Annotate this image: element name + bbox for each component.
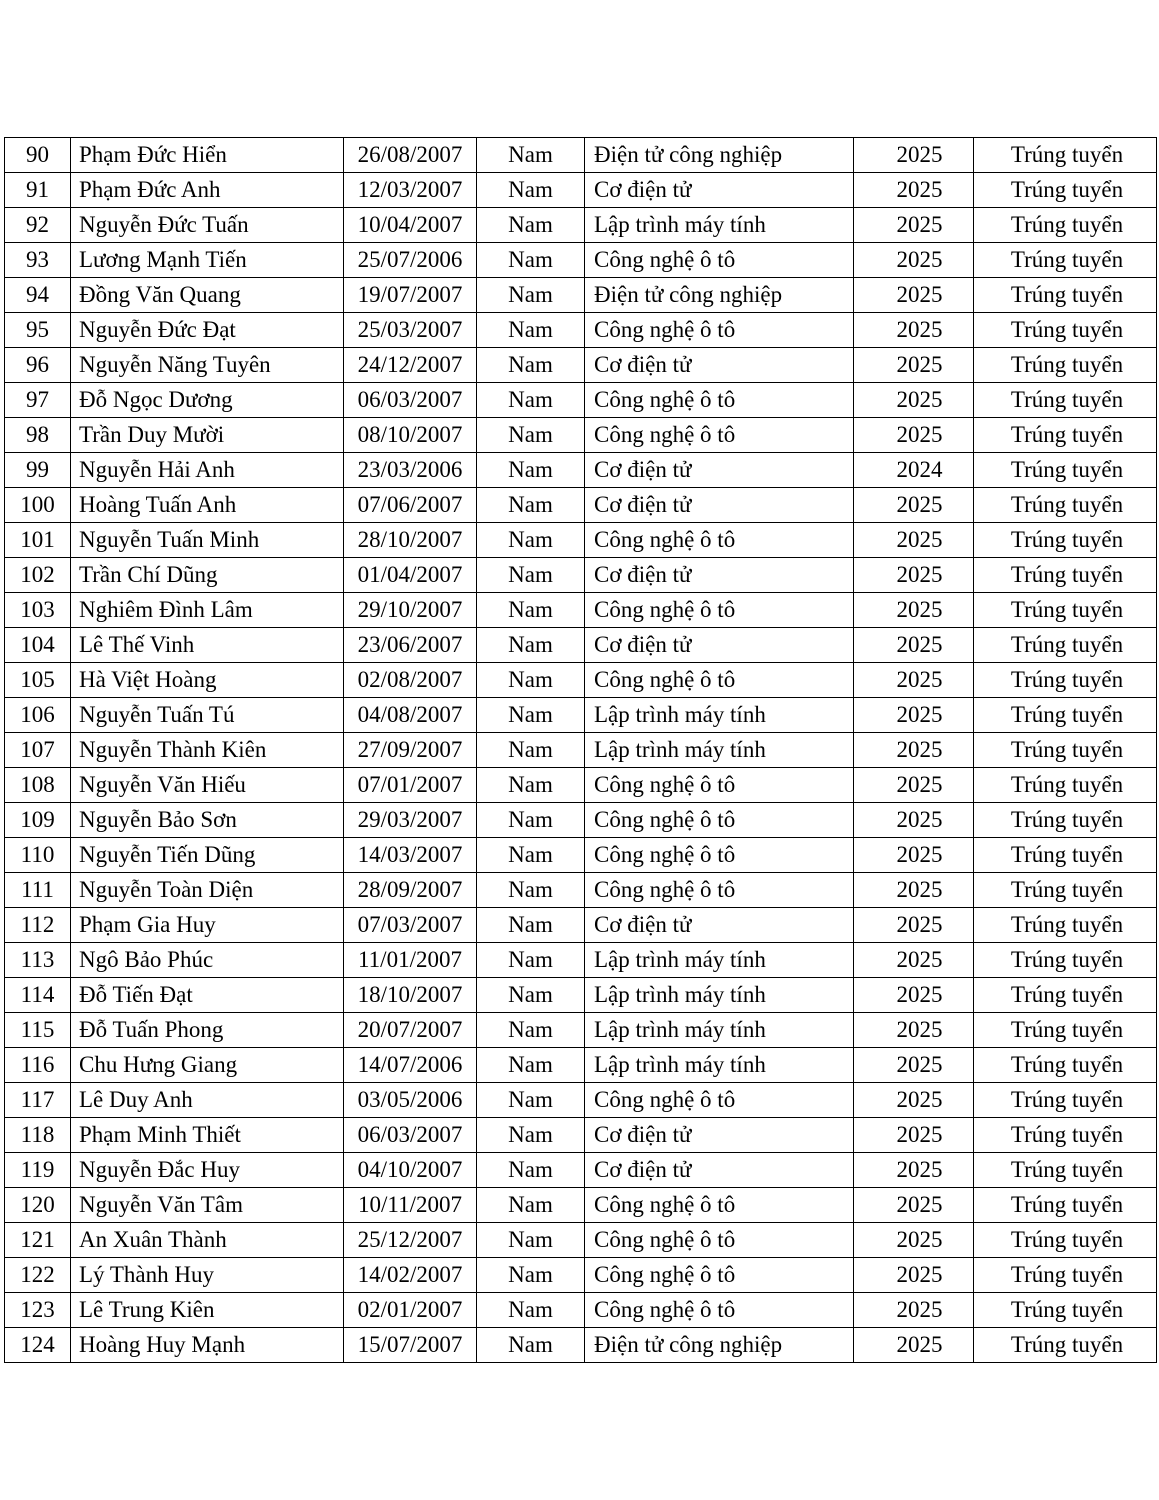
result-cell: Trúng tuyển	[974, 173, 1157, 208]
admission-results-table	[4, 137, 1157, 1363]
result-cell: Trúng tuyển	[974, 1258, 1157, 1293]
major-cell: Điện tử công nghiệp	[585, 278, 854, 313]
date-of-birth-cell: 23/06/2007	[344, 628, 477, 663]
graduation-year-cell: 2025	[854, 558, 974, 593]
gender-cell: Nam	[477, 663, 585, 698]
major-cell: Công nghệ ô tô	[585, 663, 854, 698]
result-cell: Trúng tuyển	[974, 278, 1157, 313]
date-of-birth-cell: 07/06/2007	[344, 488, 477, 523]
graduation-year-cell: 2024	[854, 453, 974, 488]
major-cell: Cơ điện tử	[585, 348, 854, 383]
gender-cell: Nam	[477, 698, 585, 733]
graduation-year-cell: 2025	[854, 383, 974, 418]
student-name-cell: Hà Việt Hoàng	[71, 663, 344, 698]
gender-cell: Nam	[477, 278, 585, 313]
student-name-cell: Phạm Gia Huy	[71, 908, 344, 943]
table-row	[5, 628, 1157, 663]
gender-cell: Nam	[477, 523, 585, 558]
date-of-birth-cell: 25/12/2007	[344, 1223, 477, 1258]
table-row	[5, 943, 1157, 978]
gender-cell: Nam	[477, 1258, 585, 1293]
graduation-year-cell: 2025	[854, 488, 974, 523]
date-of-birth-cell: 07/03/2007	[344, 908, 477, 943]
gender-cell: Nam	[477, 208, 585, 243]
student-name-cell: Nguyễn Thành Kiên	[71, 733, 344, 768]
result-cell: Trúng tuyển	[974, 663, 1157, 698]
major-cell: Cơ điện tử	[585, 908, 854, 943]
table-row	[5, 1048, 1157, 1083]
table-row	[5, 523, 1157, 558]
gender-cell: Nam	[477, 313, 585, 348]
student-name-cell: Trần Chí Dũng	[71, 558, 344, 593]
date-of-birth-cell: 26/08/2007	[344, 138, 477, 173]
table-row	[5, 1328, 1157, 1363]
row-number-cell: 110	[5, 838, 71, 873]
row-number-cell: 119	[5, 1153, 71, 1188]
student-name-cell: Ngô Bảo Phúc	[71, 943, 344, 978]
student-name-cell: Lê Thế Vinh	[71, 628, 344, 663]
row-number-cell: 122	[5, 1258, 71, 1293]
gender-cell: Nam	[477, 1223, 585, 1258]
result-cell: Trúng tuyển	[974, 768, 1157, 803]
student-name-cell: Nguyễn Năng Tuyên	[71, 348, 344, 383]
gender-cell: Nam	[477, 873, 585, 908]
major-cell: Công nghệ ô tô	[585, 1188, 854, 1223]
major-cell: Lập trình máy tính	[585, 698, 854, 733]
date-of-birth-cell: 27/09/2007	[344, 733, 477, 768]
table-row	[5, 978, 1157, 1013]
gender-cell: Nam	[477, 138, 585, 173]
table-row	[5, 908, 1157, 943]
date-of-birth-cell: 29/03/2007	[344, 803, 477, 838]
date-of-birth-cell: 14/03/2007	[344, 838, 477, 873]
result-cell: Trúng tuyển	[974, 1013, 1157, 1048]
major-cell: Công nghệ ô tô	[585, 1083, 854, 1118]
date-of-birth-cell: 29/10/2007	[344, 593, 477, 628]
row-number-cell: 108	[5, 768, 71, 803]
date-of-birth-cell: 24/12/2007	[344, 348, 477, 383]
table-row	[5, 488, 1157, 523]
date-of-birth-cell: 11/01/2007	[344, 943, 477, 978]
table-row	[5, 1293, 1157, 1328]
table-row	[5, 733, 1157, 768]
result-cell: Trúng tuyển	[974, 313, 1157, 348]
row-number-cell: 97	[5, 383, 71, 418]
graduation-year-cell: 2025	[854, 1188, 974, 1223]
result-cell: Trúng tuyển	[974, 1328, 1157, 1363]
graduation-year-cell: 2025	[854, 208, 974, 243]
student-name-cell: Nguyễn Tuấn Minh	[71, 523, 344, 558]
graduation-year-cell: 2025	[854, 733, 974, 768]
graduation-year-cell: 2025	[854, 1118, 974, 1153]
gender-cell: Nam	[477, 558, 585, 593]
student-name-cell: Hoàng Huy Mạnh	[71, 1328, 344, 1363]
row-number-cell: 124	[5, 1328, 71, 1363]
gender-cell: Nam	[477, 348, 585, 383]
date-of-birth-cell: 14/02/2007	[344, 1258, 477, 1293]
major-cell: Công nghệ ô tô	[585, 873, 854, 908]
date-of-birth-cell: 28/09/2007	[344, 873, 477, 908]
major-cell: Cơ điện tử	[585, 628, 854, 663]
table-row	[5, 348, 1157, 383]
row-number-cell: 101	[5, 523, 71, 558]
row-number-cell: 107	[5, 733, 71, 768]
major-cell: Cơ điện tử	[585, 558, 854, 593]
gender-cell: Nam	[477, 1048, 585, 1083]
date-of-birth-cell: 02/01/2007	[344, 1293, 477, 1328]
result-cell: Trúng tuyển	[974, 1083, 1157, 1118]
student-name-cell: Nguyễn Đức Tuấn	[71, 208, 344, 243]
student-name-cell: Phạm Minh Thiết	[71, 1118, 344, 1153]
date-of-birth-cell: 28/10/2007	[344, 523, 477, 558]
student-name-cell: An Xuân Thành	[71, 1223, 344, 1258]
graduation-year-cell: 2025	[854, 243, 974, 278]
major-cell: Công nghệ ô tô	[585, 593, 854, 628]
gender-cell: Nam	[477, 628, 585, 663]
graduation-year-cell: 2025	[854, 593, 974, 628]
graduation-year-cell: 2025	[854, 908, 974, 943]
date-of-birth-cell: 10/11/2007	[344, 1188, 477, 1223]
gender-cell: Nam	[477, 1083, 585, 1118]
student-name-cell: Phạm Đức Anh	[71, 173, 344, 208]
date-of-birth-cell: 06/03/2007	[344, 383, 477, 418]
gender-cell: Nam	[477, 1328, 585, 1363]
result-cell: Trúng tuyển	[974, 208, 1157, 243]
result-cell: Trúng tuyển	[974, 628, 1157, 663]
gender-cell: Nam	[477, 1013, 585, 1048]
date-of-birth-cell: 23/03/2006	[344, 453, 477, 488]
result-cell: Trúng tuyển	[974, 838, 1157, 873]
row-number-cell: 102	[5, 558, 71, 593]
major-cell: Công nghệ ô tô	[585, 383, 854, 418]
result-cell: Trúng tuyển	[974, 803, 1157, 838]
major-cell: Cơ điện tử	[585, 488, 854, 523]
result-cell: Trúng tuyển	[974, 558, 1157, 593]
result-cell: Trúng tuyển	[974, 593, 1157, 628]
major-cell: Điện tử công nghiệp	[585, 138, 854, 173]
graduation-year-cell: 2025	[854, 943, 974, 978]
student-name-cell: Đỗ Tuấn Phong	[71, 1013, 344, 1048]
result-cell: Trúng tuyển	[974, 1118, 1157, 1153]
table-row	[5, 1013, 1157, 1048]
student-name-cell: Nguyễn Văn Tâm	[71, 1188, 344, 1223]
row-number-cell: 115	[5, 1013, 71, 1048]
major-cell: Công nghệ ô tô	[585, 1293, 854, 1328]
table-row	[5, 208, 1157, 243]
major-cell: Lập trình máy tính	[585, 733, 854, 768]
table-row	[5, 313, 1157, 348]
table-row	[5, 1083, 1157, 1118]
graduation-year-cell: 2025	[854, 663, 974, 698]
date-of-birth-cell: 04/08/2007	[344, 698, 477, 733]
graduation-year-cell: 2025	[854, 838, 974, 873]
graduation-year-cell: 2025	[854, 1013, 974, 1048]
row-number-cell: 90	[5, 138, 71, 173]
row-number-cell: 109	[5, 803, 71, 838]
date-of-birth-cell: 04/10/2007	[344, 1153, 477, 1188]
table-row	[5, 1153, 1157, 1188]
major-cell: Công nghệ ô tô	[585, 1258, 854, 1293]
gender-cell: Nam	[477, 978, 585, 1013]
result-cell: Trúng tuyển	[974, 243, 1157, 278]
result-cell: Trúng tuyển	[974, 1153, 1157, 1188]
table-row	[5, 663, 1157, 698]
gender-cell: Nam	[477, 1293, 585, 1328]
row-number-cell: 100	[5, 488, 71, 523]
student-name-cell: Hoàng Tuấn Anh	[71, 488, 344, 523]
result-cell: Trúng tuyển	[974, 523, 1157, 558]
table-row	[5, 838, 1157, 873]
major-cell: Lập trình máy tính	[585, 943, 854, 978]
row-number-cell: 93	[5, 243, 71, 278]
student-name-cell: Trần Duy Mười	[71, 418, 344, 453]
result-cell: Trúng tuyển	[974, 733, 1157, 768]
major-cell: Công nghệ ô tô	[585, 418, 854, 453]
table-body	[5, 138, 1157, 1363]
table-row	[5, 173, 1157, 208]
result-cell: Trúng tuyển	[974, 138, 1157, 173]
date-of-birth-cell: 07/01/2007	[344, 768, 477, 803]
graduation-year-cell: 2025	[854, 138, 974, 173]
result-cell: Trúng tuyển	[974, 943, 1157, 978]
gender-cell: Nam	[477, 593, 585, 628]
graduation-year-cell: 2025	[854, 523, 974, 558]
result-cell: Trúng tuyển	[974, 908, 1157, 943]
gender-cell: Nam	[477, 943, 585, 978]
row-number-cell: 113	[5, 943, 71, 978]
major-cell: Cơ điện tử	[585, 1118, 854, 1153]
table-row	[5, 1188, 1157, 1223]
row-number-cell: 104	[5, 628, 71, 663]
row-number-cell: 96	[5, 348, 71, 383]
gender-cell: Nam	[477, 488, 585, 523]
table-row	[5, 558, 1157, 593]
gender-cell: Nam	[477, 1188, 585, 1223]
table-row	[5, 698, 1157, 733]
major-cell: Cơ điện tử	[585, 453, 854, 488]
gender-cell: Nam	[477, 1118, 585, 1153]
row-number-cell: 112	[5, 908, 71, 943]
student-name-cell: Nguyễn Văn Hiếu	[71, 768, 344, 803]
row-number-cell: 118	[5, 1118, 71, 1153]
row-number-cell: 111	[5, 873, 71, 908]
date-of-birth-cell: 15/07/2007	[344, 1328, 477, 1363]
graduation-year-cell: 2025	[854, 1048, 974, 1083]
row-number-cell: 121	[5, 1223, 71, 1258]
date-of-birth-cell: 01/04/2007	[344, 558, 477, 593]
major-cell: Công nghệ ô tô	[585, 523, 854, 558]
table-row	[5, 768, 1157, 803]
row-number-cell: 91	[5, 173, 71, 208]
graduation-year-cell: 2025	[854, 1328, 974, 1363]
row-number-cell: 105	[5, 663, 71, 698]
gender-cell: Nam	[477, 383, 585, 418]
row-number-cell: 117	[5, 1083, 71, 1118]
student-name-cell: Nguyễn Bảo Sơn	[71, 803, 344, 838]
row-number-cell: 103	[5, 593, 71, 628]
table-row	[5, 1118, 1157, 1153]
result-cell: Trúng tuyển	[974, 1293, 1157, 1328]
graduation-year-cell: 2025	[854, 1153, 974, 1188]
date-of-birth-cell: 08/10/2007	[344, 418, 477, 453]
graduation-year-cell: 2025	[854, 418, 974, 453]
row-number-cell: 98	[5, 418, 71, 453]
student-name-cell: Đỗ Ngọc Dương	[71, 383, 344, 418]
student-name-cell: Đỗ Tiến Đạt	[71, 978, 344, 1013]
student-name-cell: Đồng Văn Quang	[71, 278, 344, 313]
table-row	[5, 278, 1157, 313]
major-cell: Lập trình máy tính	[585, 1048, 854, 1083]
major-cell: Lập trình máy tính	[585, 208, 854, 243]
student-name-cell: Nguyễn Tuấn Tú	[71, 698, 344, 733]
student-name-cell: Nghiêm Đình Lâm	[71, 593, 344, 628]
graduation-year-cell: 2025	[854, 698, 974, 733]
graduation-year-cell: 2025	[854, 173, 974, 208]
date-of-birth-cell: 02/08/2007	[344, 663, 477, 698]
table-row	[5, 593, 1157, 628]
table-row	[5, 803, 1157, 838]
gender-cell: Nam	[477, 768, 585, 803]
graduation-year-cell: 2025	[854, 873, 974, 908]
result-cell: Trúng tuyển	[974, 873, 1157, 908]
student-name-cell: Nguyễn Đức Đạt	[71, 313, 344, 348]
result-cell: Trúng tuyển	[974, 1223, 1157, 1258]
major-cell: Cơ điện tử	[585, 173, 854, 208]
gender-cell: Nam	[477, 243, 585, 278]
result-cell: Trúng tuyển	[974, 698, 1157, 733]
graduation-year-cell: 2025	[854, 768, 974, 803]
row-number-cell: 95	[5, 313, 71, 348]
row-number-cell: 116	[5, 1048, 71, 1083]
graduation-year-cell: 2025	[854, 313, 974, 348]
student-name-cell: Phạm Đức Hiển	[71, 138, 344, 173]
date-of-birth-cell: 10/04/2007	[344, 208, 477, 243]
graduation-year-cell: 2025	[854, 978, 974, 1013]
graduation-year-cell: 2025	[854, 278, 974, 313]
gender-cell: Nam	[477, 908, 585, 943]
row-number-cell: 99	[5, 453, 71, 488]
table-row	[5, 873, 1157, 908]
student-name-cell: Nguyễn Đắc Huy	[71, 1153, 344, 1188]
gender-cell: Nam	[477, 173, 585, 208]
date-of-birth-cell: 06/03/2007	[344, 1118, 477, 1153]
row-number-cell: 114	[5, 978, 71, 1013]
student-name-cell: Lương Mạnh Tiến	[71, 243, 344, 278]
major-cell: Công nghệ ô tô	[585, 1223, 854, 1258]
student-name-cell: Nguyễn Toàn Diện	[71, 873, 344, 908]
graduation-year-cell: 2025	[854, 1223, 974, 1258]
graduation-year-cell: 2025	[854, 1258, 974, 1293]
major-cell: Công nghệ ô tô	[585, 803, 854, 838]
major-cell: Cơ điện tử	[585, 1153, 854, 1188]
date-of-birth-cell: 25/03/2007	[344, 313, 477, 348]
table-row	[5, 453, 1157, 488]
result-cell: Trúng tuyển	[974, 453, 1157, 488]
major-cell: Lập trình máy tính	[585, 1013, 854, 1048]
major-cell: Công nghệ ô tô	[585, 313, 854, 348]
student-name-cell: Lý Thành Huy	[71, 1258, 344, 1293]
graduation-year-cell: 2025	[854, 628, 974, 663]
major-cell: Công nghệ ô tô	[585, 838, 854, 873]
row-number-cell: 92	[5, 208, 71, 243]
gender-cell: Nam	[477, 803, 585, 838]
date-of-birth-cell: 03/05/2006	[344, 1083, 477, 1118]
table-row	[5, 138, 1157, 173]
gender-cell: Nam	[477, 453, 585, 488]
result-cell: Trúng tuyển	[974, 383, 1157, 418]
student-name-cell: Chu Hưng Giang	[71, 1048, 344, 1083]
major-cell: Lập trình máy tính	[585, 978, 854, 1013]
date-of-birth-cell: 20/07/2007	[344, 1013, 477, 1048]
date-of-birth-cell: 25/07/2006	[344, 243, 477, 278]
result-cell: Trúng tuyển	[974, 978, 1157, 1013]
result-cell: Trúng tuyển	[974, 488, 1157, 523]
date-of-birth-cell: 19/07/2007	[344, 278, 477, 313]
student-name-cell: Lê Trung Kiên	[71, 1293, 344, 1328]
gender-cell: Nam	[477, 1153, 585, 1188]
major-cell: Công nghệ ô tô	[585, 243, 854, 278]
row-number-cell: 106	[5, 698, 71, 733]
result-cell: Trúng tuyển	[974, 1188, 1157, 1223]
student-name-cell: Nguyễn Hải Anh	[71, 453, 344, 488]
row-number-cell: 94	[5, 278, 71, 313]
table-row	[5, 1223, 1157, 1258]
student-name-cell: Lê Duy Anh	[71, 1083, 344, 1118]
table-row	[5, 243, 1157, 278]
gender-cell: Nam	[477, 838, 585, 873]
table-row	[5, 418, 1157, 453]
row-number-cell: 123	[5, 1293, 71, 1328]
graduation-year-cell: 2025	[854, 1083, 974, 1118]
date-of-birth-cell: 18/10/2007	[344, 978, 477, 1013]
row-number-cell: 120	[5, 1188, 71, 1223]
table-row	[5, 1258, 1157, 1293]
date-of-birth-cell: 14/07/2006	[344, 1048, 477, 1083]
graduation-year-cell: 2025	[854, 348, 974, 383]
graduation-year-cell: 2025	[854, 1293, 974, 1328]
graduation-year-cell: 2025	[854, 803, 974, 838]
result-cell: Trúng tuyển	[974, 1048, 1157, 1083]
date-of-birth-cell: 12/03/2007	[344, 173, 477, 208]
gender-cell: Nam	[477, 733, 585, 768]
gender-cell: Nam	[477, 418, 585, 453]
table-row	[5, 383, 1157, 418]
major-cell: Công nghệ ô tô	[585, 768, 854, 803]
student-name-cell: Nguyễn Tiến Dũng	[71, 838, 344, 873]
result-cell: Trúng tuyển	[974, 348, 1157, 383]
result-cell: Trúng tuyển	[974, 418, 1157, 453]
major-cell: Điện tử công nghiệp	[585, 1328, 854, 1363]
